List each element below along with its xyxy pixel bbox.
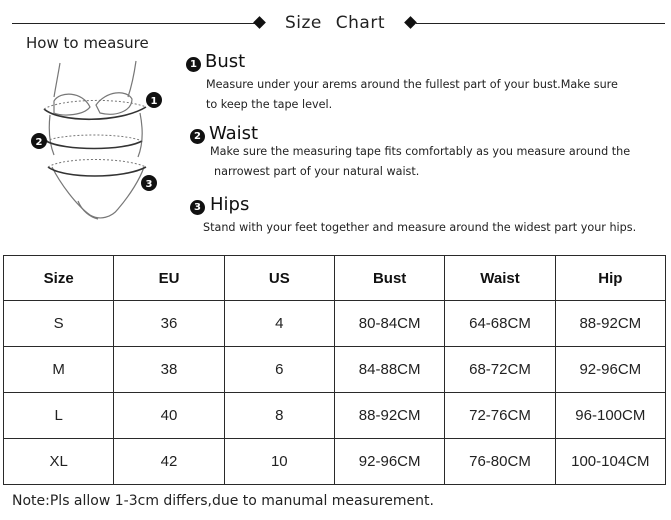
cell-hip: 100-104CM (555, 439, 665, 485)
cell-us: 8 (224, 393, 334, 439)
bust-number-icon: 1 (186, 57, 201, 72)
waist-title: Waist (209, 123, 259, 144)
marker-3 (141, 175, 157, 191)
hips-text-line: Stand with your feet together and measure around the widest part your hips. (203, 221, 637, 234)
svg-text:1: 1 (150, 96, 158, 107)
how-to-measure-label: How to measure (26, 34, 149, 52)
cell-size: L (4, 393, 114, 439)
table-row (4, 439, 666, 485)
waist-number-icon: 2 (190, 129, 205, 144)
svg-text:2: 2 (35, 137, 43, 148)
cell-eu: 40 (114, 393, 224, 439)
bust-text-line: Measure under your arems around the fullest part of your bust.Make sure (206, 78, 618, 91)
diamond-right-icon (404, 16, 417, 29)
header-bust: Bust (334, 256, 444, 301)
bikini-figure-icon (20, 55, 170, 235)
header-eu: EU (114, 256, 224, 301)
cell-hip: 88-92CM (555, 301, 665, 347)
header-size: Size (4, 256, 114, 301)
marker-1 (146, 92, 162, 108)
footnote: Note:Pls allow 1-3cm differs,due to manumal measurement. (12, 493, 434, 509)
cell-hip: 96-100CM (555, 393, 665, 439)
header-line-right (416, 23, 665, 24)
table-header-row (4, 256, 666, 301)
cell-bust: 80-84CM (334, 301, 444, 347)
diamond-left-icon (253, 16, 266, 29)
header-us: US (224, 256, 334, 301)
bust-text-line: to keep the tape level. (206, 98, 333, 111)
cell-us: 10 (224, 439, 334, 485)
waist-text (210, 142, 660, 182)
cell-size: S (4, 301, 114, 347)
cell-us: 6 (224, 347, 334, 393)
size-table (3, 255, 666, 485)
cell-waist: 68-72CM (445, 347, 555, 393)
hips-text (203, 218, 653, 238)
header-line-left (12, 23, 258, 24)
cell-bust: 92-96CM (334, 439, 444, 485)
cell-size: XL (4, 439, 114, 485)
bust-title: Bust (205, 51, 246, 72)
cell-eu: 36 (114, 301, 224, 347)
cell-bust: 84-88CM (334, 347, 444, 393)
cell-us: 4 (224, 301, 334, 347)
cell-waist: 64-68CM (445, 301, 555, 347)
cell-size: M (4, 347, 114, 393)
waist-text-line: narrowest part of your natural waist. (214, 165, 420, 178)
cell-bust: 88-92CM (334, 393, 444, 439)
table-row (4, 347, 666, 393)
page-title: Size Chart (284, 13, 386, 33)
marker-2 (31, 133, 47, 149)
cell-eu: 42 (114, 439, 224, 485)
cell-waist: 76-80CM (445, 439, 555, 485)
header-waist: Waist (445, 256, 555, 301)
header-hip: Hip (555, 256, 665, 301)
cell-eu: 38 (114, 347, 224, 393)
table-row (4, 393, 666, 439)
table-row (4, 301, 666, 347)
waist-text-line: Make sure the measuring tape fits comfortably as you measure around the (210, 145, 631, 158)
svg-text:3: 3 (145, 179, 153, 190)
cell-hip: 92-96CM (555, 347, 665, 393)
bust-text (206, 75, 656, 115)
hips-number-icon: 3 (190, 200, 205, 215)
hips-title: Hips (210, 194, 250, 215)
cell-waist: 72-76CM (445, 393, 555, 439)
